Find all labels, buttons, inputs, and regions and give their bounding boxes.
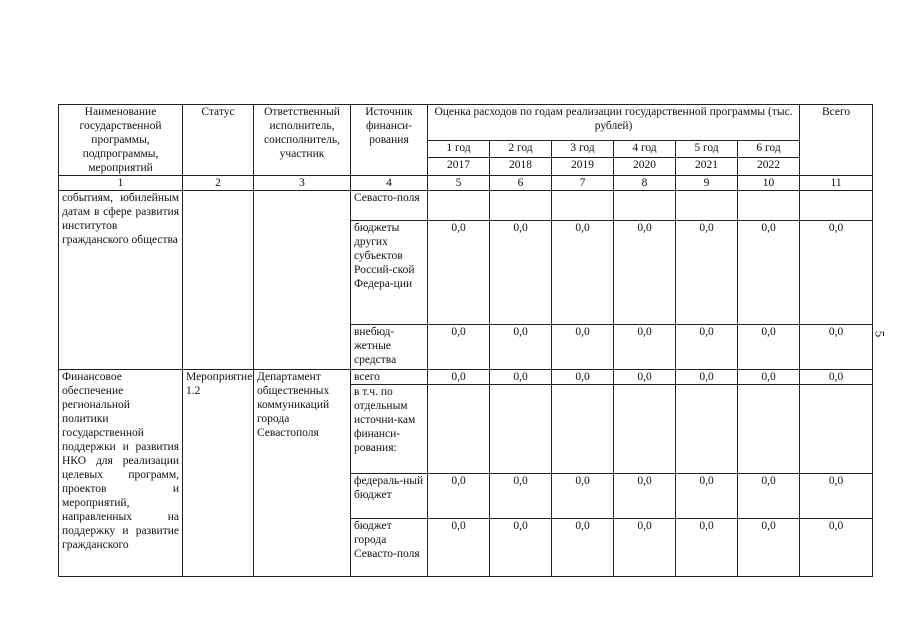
value-cell: 0,0 [614,474,676,519]
value-cell: 0,0 [676,474,738,519]
value-cell: 0,0 [738,474,800,519]
value-cell [552,191,614,221]
value-cell [490,385,552,474]
header-year: 2017 [428,158,490,176]
value-cell: 0,0 [428,221,490,325]
total-cell: 0,0 [800,519,873,577]
total-cell: 0,0 [800,221,873,325]
value-cell: 0,0 [552,519,614,577]
source-cell: всего [351,370,428,385]
header-status: Статус [183,105,254,176]
value-cell [428,191,490,221]
header-responsible: Ответственный исполнитель, соисполнитель, участник [254,105,351,176]
column-number: 1 [59,176,183,191]
header-year-label: 3 год [552,140,614,158]
total-cell [800,191,873,221]
value-cell [490,191,552,221]
budget-table [58,104,873,577]
column-number: 5 [428,176,490,191]
value-cell [552,385,614,474]
value-cell: 0,0 [738,370,800,385]
value-cell: 0,0 [676,370,738,385]
header-total: Всего [800,105,873,176]
column-number: 11 [800,176,873,191]
responsible-cell: Департамент общественных коммуникаций города Севастополя [254,370,351,577]
value-cell: 0,0 [676,325,738,370]
program-name-cell: Финансовое обеспечение региональной политики государственной поддержки и развития НКО для реализации целевых программ, проектов и мероприятий, направленных на поддержку и развитие гражданского [59,370,183,577]
value-cell: 0,0 [738,325,800,370]
value-cell [738,191,800,221]
value-cell: 0,0 [676,519,738,577]
header-year-label: 6 год [738,140,800,158]
value-cell [614,385,676,474]
value-cell: 0,0 [490,221,552,325]
value-cell: 0,0 [738,519,800,577]
value-cell: 0,0 [428,519,490,577]
header-year: 2021 [676,158,738,176]
value-cell: 0,0 [490,519,552,577]
column-number: 8 [614,176,676,191]
header-source: Источник финанси-рования [351,105,428,176]
column-number: 4 [351,176,428,191]
header-year-label: 2 год [490,140,552,158]
column-number: 7 [552,176,614,191]
value-cell [738,385,800,474]
value-cell [614,191,676,221]
value-cell [676,191,738,221]
value-cell: 0,0 [552,325,614,370]
value-cell: 0,0 [428,325,490,370]
source-cell: Севасто-поля [351,191,428,221]
header-year-label: 4 год [614,140,676,158]
header-estimate: Оценка расходов по годам реализации государственной программы (тыс. рублей) [428,105,800,141]
value-cell: 0,0 [614,519,676,577]
header-name: Наименование государственной программы, подпрограммы, мероприятий [59,105,183,176]
header-year-label: 5 год [676,140,738,158]
value-cell: 0,0 [428,474,490,519]
value-cell: 0,0 [428,370,490,385]
header-year: 2022 [738,158,800,176]
status-cell [183,191,254,370]
column-number: 10 [738,176,800,191]
value-cell: 0,0 [552,474,614,519]
page-number: 5 [872,330,888,338]
responsible-cell [254,191,351,370]
value-cell: 0,0 [490,325,552,370]
column-number: 6 [490,176,552,191]
program-name-cell: событиям, юбилейным датам в сфере развития институтов гражданского общества [59,191,183,370]
value-cell: 0,0 [738,221,800,325]
column-number: 9 [676,176,738,191]
value-cell: 0,0 [552,221,614,325]
total-cell: 0,0 [800,325,873,370]
value-cell: 0,0 [614,221,676,325]
header-year: 2019 [552,158,614,176]
column-number: 3 [254,176,351,191]
value-cell: 0,0 [614,325,676,370]
header-year-label: 1 год [428,140,490,158]
value-cell: 0,0 [676,221,738,325]
value-cell: 0,0 [552,370,614,385]
source-cell: федераль-ный бюджет [351,474,428,519]
value-cell: 0,0 [490,474,552,519]
total-cell: 0,0 [800,370,873,385]
header-year: 2018 [490,158,552,176]
value-cell [428,385,490,474]
column-number: 2 [183,176,254,191]
source-cell: в т.ч. по отдельным источни-кам финанси-рования: [351,385,428,474]
source-cell: бюджет города Севасто-поля [351,519,428,577]
header-year: 2020 [614,158,676,176]
value-cell: 0,0 [614,370,676,385]
total-cell: 0,0 [800,474,873,519]
total-cell [800,385,873,474]
source-cell: бюджеты других субъектов Россий-ской Федера-ции [351,221,428,325]
value-cell: 0,0 [490,370,552,385]
status-cell: Мероприятие 1.2 [183,370,254,577]
source-cell: внебюд-жетные средства [351,325,428,370]
value-cell [676,385,738,474]
